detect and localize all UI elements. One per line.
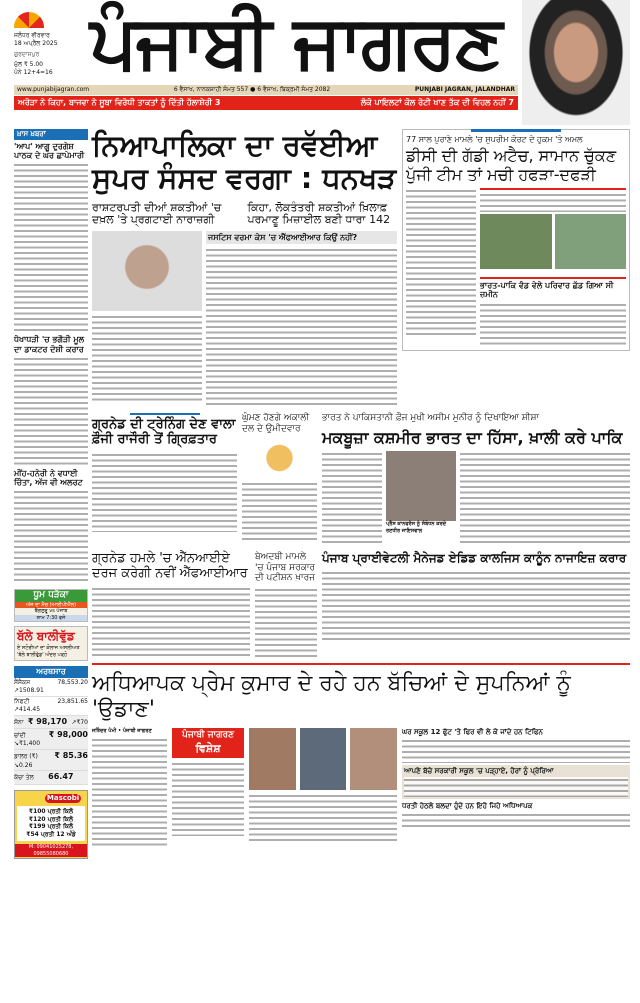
divider [92,663,630,665]
kashmir-kicker: ਭਾਰਤ ਨੇ ਪਾਕਿਸਤਾਨੀ ਫ਼ੌਜ ਮੁਖੀ ਅਸੀਮ ਮੁਨੀਰ ਨੂੰ ਦਿਖਾਇਆ ਸ਼ੀਸ਼ਾ [322,413,540,424]
side-headline[interactable]: ਆਪਣੇ ਬੱਚੇ ਸਰਕਾਰੀ ਸਕੂਲ 'ਚ ਪੜ੍ਹਾਏ, ਹੋਰਾਂ ਨੂੰ ਪ੍ਰੇਰਿਆ [404,766,554,775]
side-headline[interactable]: ਧਰਤੀ ਹੇਠਲੇ ਬਲਦਾ ਹੁੰਦੇ ਹਨ ਇਹੋ ਜਿਹੇ ਅਧਿਆਪਕ [402,801,533,810]
market-label: ਡਾਲਰ (₹) [14,753,38,761]
photo-caption: ਪ੍ਰੈੱਸ ਕਾਨਫਰੰਸ ਨੂੰ ਸੰਬੋਧਨ ਕਰਦੇ ਰਣਧੀਰ ਜਾਇਸਵਾਲ [386,521,447,534]
promo-balle-bollywood[interactable]: ਬੱਲੇ ਬਾਲੀਵੁੱਡ ਏ ਸਟੋਰੀਆਂ ਦਾ ਕੋਲਾਜ ਅਸਲੀਅਤ 'ਬੱਲੇ ਬਾਲੀਵੁੱਡ' ਅੰਦਰ ਪੜ੍ਹੋ [14,626,88,661]
nia-headline[interactable]: ਗ੍ਰਨੇਡ ਹਮਲੇ 'ਚ ਐੱਨਆਈਏ ਦਰਜ ਕਰੇਗੀ ਨਵੀਂ ਐੱਫਆਈਆਰ [92,551,248,582]
lead-box-headline[interactable]: ਜਸਟਿਸ ਵਰਮਾ ਕੇਸ 'ਚ ਐੱਫਆਈਆਰ ਕਿਉਂ ਨਹੀਂ? [206,231,397,244]
student-photo [300,728,347,790]
story-body [14,489,88,584]
market-value: 78,553.20 [57,679,88,687]
day: ਜਲੰਧਰ ਵੀਰਵਾਰ [14,32,50,39]
lead-subhead: ਰਾਸ਼ਟਰਪਤੀ ਦੀਆਂ ਸ਼ਕਤੀਆਂ 'ਚ ਦਖ਼ਲ 'ਤੇ ਪ੍ਰਗਟਾਈ ਨਾਰਾਜ਼ਗੀ [92,200,222,227]
market-change: ↗₹70 [71,718,88,726]
colleges-headline[interactable]: ਪੰਜਾਬ ਪ੍ਰਾਈਵੇਟਲੀ ਮੈਨੇਜਡ ਏਡਿਡ ਕਾਲਜਿਸ ਕਾਨੂੰਨ ਨਾਜਾਇਜ਼ ਕਰਾਰ [322,551,627,566]
market-box [14,666,88,785]
special-badge [172,728,244,758]
sidebar-story-headline[interactable]: 'ਆਪ' ਆਗੂ ਦੁਰਗੇਸ਼ ਪਾਠਕ ਦੇ ਘਰ ਛਾਪੇਮਾਰੀ [14,142,85,161]
publisher: PUNJABI JAGRAN, JALANDHAR [414,86,515,94]
samvat: 6 ਵੈਸਾਖ, ਨਾਨਕਸ਼ਾਹੀ ਸੰਮਤ 557 ● 6 ਵੈਸਾਖ, ਬਿਕ੍ਰਮੀ ਸੰਮਤ 2082 [173,86,331,94]
market-value: ₹ 98,170 [27,716,68,726]
jaiswal-photo [386,451,456,521]
date-strip [14,85,518,95]
edition: ਗੁਰਦਾਸਪੁਰ [14,50,40,58]
right-headline[interactable]: ਡੀਸੀ ਦੀ ਗੱਡੀ ਅਟੈਚ, ਸਾਮਾਨ ਚੁੱਕਣ ਪੁੱਜੀ ਟੀਮ ਤਾਂ ਮਚੀ ਹਫੜਾ-ਦਫੜੀ [406,146,617,184]
masthead-meta [14,32,84,77]
byline: ਜਤਿੰਦਰ ਪੰਮੀ • ਪੰਜਾਬੀ ਜਾਗਰਣ [92,727,152,734]
mascobi-ad[interactable] [14,790,88,859]
newspaper-logo [14,12,44,28]
ad-price-line: ₹100 ਪ੍ਰਤੀ ਕਿਲੋ [28,807,74,815]
market-row [14,697,88,716]
market-row [14,716,88,729]
dhankhar-photo [92,231,202,311]
ticker-item[interactable]: ਲੋਕੋ ਪਾਇਲਟਾਂ ਕੋਲ ਰੋਟੀ ਖਾਣ ਤੱਕ ਦੀ ਵਿਹਲ ਨਹੀਂ 7 [360,97,514,107]
market-value: 66.47 [48,772,74,782]
website-link[interactable]: www.punjabijagran.com [17,86,90,94]
pages: ਪੰਨੇ 12+4=16 [14,69,53,77]
bottom-story-body [92,728,167,848]
market-label: ਕੱਚਾ ਤੇਲ [14,774,34,782]
ad-price-line: ₹199 ਪ੍ਰਤੀ ਕਿਲੋ [28,823,74,831]
market-change: ↘0.26 [14,761,33,769]
market-label: ਸੈਂਸੈਕਸ [14,679,31,687]
market-row [14,678,88,697]
masthead-photo [522,0,630,125]
market-label: ਸੋਨਾ [14,718,24,726]
market-value: ₹ 98,000 [48,729,88,739]
ghuman-headline[interactable]: ਘੁੰਮਣ ਹੋਣਗੇ ਅਕਾਲੀ ਦਲ ਦੇ ਉਮੀਦਵਾਰ [242,413,310,434]
market-row [14,771,88,784]
right-story [402,129,630,351]
lead-subhead: ਕਿਹਾ, ਲੋਕਤੰਤਰੀ ਸ਼ਕਤੀਆਂ ਖ਼ਿਲਾਫ਼ ਪਰਮਾਣੂ ਮਿਜ਼ਾਈਲ ਬਣੀ ਧਾਰਾ 142 [247,200,391,227]
ad-contact: M: 09041025278, 09855080680 [15,844,87,857]
ghuman-story [242,413,317,541]
student-photo [350,728,397,790]
right-subhead[interactable]: ਭਾਰਤ-ਪਾਕਿ ਵੰਡ ਵੇਲੇ ਪਰਿਵਾਰ ਛੱਡ ਗਿਆ ਸੀ ਜ਼ਮੀਨ [480,277,626,299]
side-headline[interactable]: ਘਰ ਸਕੂਲ 12 ਫੁੱਟ 'ਤੇ ਫਿਰ ਵੀ ਲੇ ਕੇ ਜਾਂਦੇ ਹਨ ਟਿਫਿਨ [402,727,543,736]
date: 18 ਅਪ੍ਰੈਲ 2025 [14,39,58,47]
nia-story [92,552,250,656]
story-body [14,162,88,332]
sidebar [14,129,88,859]
ticker-bar [14,96,518,110]
beadbi-story [255,552,317,657]
market-change: ↗1508.91 [14,687,44,695]
grenade-headline[interactable]: ਗ੍ਰਨੇਡ ਦੀ ਟ੍ਰੇਨਿੰਗ ਦੇਣ ਵਾਲਾ ਫ਼ੌਜੀ ਰਾਜੌਰੀ ਤੋਂ ਗ੍ਰਿਫ਼ਤਾਰ [92,417,236,448]
special-label: ਵਿਸ਼ੇਸ਼ [195,741,221,755]
teacher-photo [249,728,296,790]
market-row [14,750,88,771]
colleges-story [322,552,630,640]
lead-story [92,129,397,407]
ad-brand: Mascobi [46,793,80,802]
beadbi-headline[interactable]: ਬੇਅਦਬੀ ਮਾਮਲੇ 'ਚ ਪੰਜਾਬ ਸਰਕਾਰ ਦੀ ਪਟੀਸ਼ਨ ਖ਼ਾਰਜ [255,552,316,583]
market-change: ↗414.45 [14,705,41,713]
ad-price-line: ₹54 ਪ੍ਰਤੀ 12 ਅੰਡੇ [26,831,76,839]
market-value: ₹ 85.36 [54,751,88,761]
story-photo [555,214,627,269]
ticker-item[interactable]: ਅਰੋੜਾ ਨੇ ਕਿਹਾ, ਬਾਜਵਾ ਨੇ ਸੂਬਾ ਵਿਰੋਧੀ ਤਾਕਤਾਂ ਨੂੰ ਦਿੱਤੀ ਹੱਲਾਸ਼ੇਰੀ 3 [18,97,221,107]
ad-price-line: ₹120 ਪ੍ਰਤੀ ਕਿਲੋ [28,815,74,823]
market-value: 23,851.65 [57,697,88,705]
lead-headline[interactable]: ਨਿਆਪਾਲਿਕਾ ਦਾ ਰਵੱਈਆ ਸੁਪਰ ਸੰਸਦ ਵਰਗਾ : ਧਨਖੜ [92,128,397,196]
kashmir-headline[interactable]: ਮਕਬੂਜ਼ਾ ਕਸ਼ਮੀਰ ਭਾਰਤ ਦਾ ਹਿੱਸਾ, ਖ਼ਾਲੀ ਕਰੇ ਪਾਕਿ [322,427,623,447]
story-photo [480,214,552,269]
sidebar-header: ਖ਼ਾਸ ਖ਼ਬਰਾਂ [14,129,88,140]
right-kicker: 77 ਸਾਲ ਪੁਰਾਣੇ ਮਾਮਲੇ 'ਚ ਸੁਪਰੀਮ ਕੋਰਟ ਦੇ ਹੁਕਮ 'ਤੇ ਅਮਲ [406,135,583,144]
price: ਮੁੱਲ ₹ 5.00 [14,61,43,69]
story-body [14,356,88,466]
newspaper-title: ਪੰਜਾਬੀ ਜਾਗਰਣ [90,0,501,85]
market-header: ਅਰਥਸਾਰ [14,666,88,678]
grenade-story [92,413,237,532]
masthead [14,0,630,125]
promo-dhoom-dhadaka[interactable]: ਧੂਮ ਧੜੱਕਾ ਅੱਜ ਦਾ ਮੈਚ (ਆਈਪੀਐੱਲ) ਬੈਂਗਲੁਰੂ vs ਪੰਜਾਬ ਸ਼ਾਮ 7:30 ਵਜੇ [14,589,88,622]
sidebar-story-headline[interactable]: ਧੋਖਾਧੜੀ 'ਚ ਭਗੌੜੀ ਮੂਲ ਦਾ ਡਾਕਟਰ ਦੋਸ਼ੀ ਕਰਾਰ [14,335,85,354]
sidebar-story-headline[interactable]: ਮੀਂਹ-ਹਨੇਰੀ ਨੇ ਵਧਾਈ ਚਿੰਤਾ, ਅੱਜ ਵੀ ਅਲਰਟ [14,468,83,488]
bottom-side-stories [402,728,630,828]
market-change: ↘₹1,400 [14,740,41,748]
market-label: ਨਿਫਟੀ [14,697,30,705]
bottom-headline[interactable]: ਅਧਿਆਪਕ ਪ੍ਰੇਮ ਕੁਮਾਰ ਦੇ ਰਹੇ ਹਨ ਬੱਚਿਆਂ ਦੇ ਸੁਪਨਿਆਂ ਨੂੰ 'ਉਡਾਣ' [92,671,571,722]
kashmir-story [322,413,630,546]
market-row [14,729,88,750]
market-label: ਚਾਂਦੀ [14,731,26,739]
special-brand: ਪੰਜਾਬੀ ਜਾਗਰਣ [182,729,234,740]
